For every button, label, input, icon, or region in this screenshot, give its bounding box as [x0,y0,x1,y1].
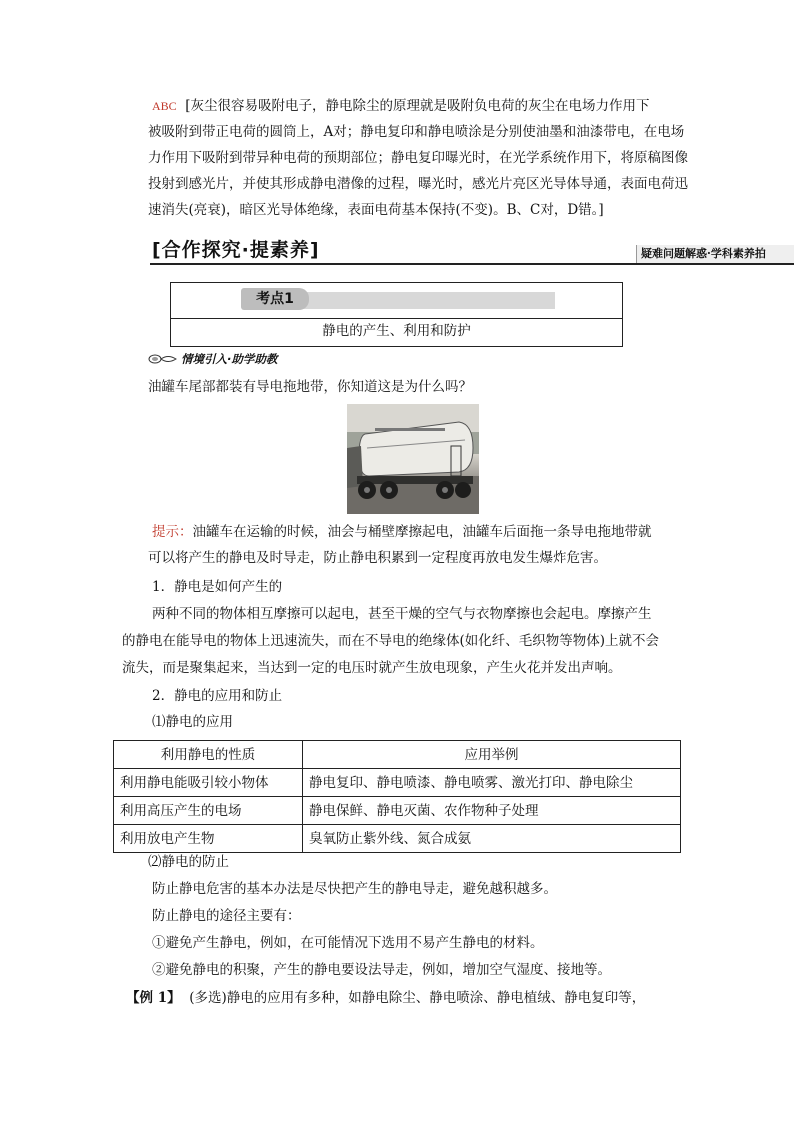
table-cell: 利用高压产生的电场 [114,797,303,825]
table-row [114,797,681,825]
example-label: 【例 1】 [126,990,181,1006]
example-line [126,988,645,1008]
s2-sub1: ⑴静电的应用 [152,714,233,730]
prevent-line-4: ②避免静电的积聚，产生的静电要设法导走，例如，增加空气湿度、接地等。 [152,962,611,978]
answer-line-2: 被吸附到带正电荷的圆筒上，A对；静电复印和静电喷涂是分别使油墨和油漆带电，在电场 [148,124,685,140]
example-text: (多选)静电的应用有多种，如静电除尘、静电喷涂、静电植绒、静电复印等， [189,990,646,1006]
table-cell: 臭氧防止紫外线、氮合成氨 [303,825,681,853]
table-row [114,769,681,797]
question-text: 油罐车尾部都装有导电拖地带，你知道这是为什么吗？ [148,379,472,395]
s1-line-2: 的静电在能导电的物体上迅速流失，而在不导电的绝缘体(如化纤、毛织物等物体)上就不会 [122,633,660,649]
hint-line-2: 可以将产生的静电及时导走，防止静电积累到一定程度再放电发生爆炸危害。 [148,550,607,566]
tanker-truck-photo [347,404,479,514]
table-row [114,825,681,853]
s1-heading: 1．静电是如何产生的 [152,579,283,595]
table-cell: 利用静电能吸引较小物体 [114,769,303,797]
static-application-table [113,740,681,853]
flower-icon [148,352,178,366]
hint-line-1: 提示：油罐车在运输的时候，油会与桶壁摩擦起电，油罐车后面拖一条导电拖地带就 [152,524,652,540]
situation-heading: 情境引入·助学助教 [148,351,277,367]
table-cell: 利用放电产生物 [114,825,303,853]
s1-line-3: 流失，而是聚集起来，当达到一定的电压时就产生放电现象，产生火花并发出声响。 [122,660,622,676]
prevent-line-2: 防止静电的途径主要有： [152,908,301,924]
answer-line-1: ABC [灰尘很容易吸附电子，静电除尘的原理就是吸附负电荷的灰尘在电场力作用下 [152,98,650,114]
table-header-examples: 应用举例 [303,741,681,769]
table-header-row [114,741,681,769]
prevent-line-3: ①避免产生静电，例如，在可能情况下选用不易产生静电的材料。 [152,935,544,951]
topic-box [170,282,623,347]
answer-line-5: 速消失(亮衰)，暗区光导体绝缘，表面电荷基本保持(不变)。B、C对，D错。] [148,202,604,218]
tanker-truck-illustration [347,404,479,514]
section-tag: 疑难问题解惑·学科素养拍 [636,245,794,263]
table-header-property: 利用静电的性质 [114,741,303,769]
s2-heading: 2．静电的应用和防止 [152,688,283,704]
table-cell: 静电复印、静电喷漆、静电喷雾、激光打印、静电除尘 [303,769,681,797]
answer-line-4: 投射到感光片，并使其形成静电潜像的过程，曝光时，感光片亮区光导体导通，表面电荷迅 [148,176,688,192]
topic-divider [171,318,622,319]
topic-subtitle: 静电的产生、利用和防护 [322,323,471,339]
answer-line-3: 力作用下吸附到带异种电荷的预期部位；静电复印曝光时，在光学系统作用下，将原稿图像 [148,150,688,166]
table-cell: 静电保鲜、静电灭菌、农作物种子处理 [303,797,681,825]
s2-sub2: ⑵静电的防止 [148,854,229,870]
prevent-line-1: 防止静电危害的基本办法是尽快把产生的静电导走，避免越积越多。 [152,881,557,897]
s1-line-1: 两种不同的物体相互摩擦可以起电，甚至干燥的空气与衣物摩擦也会起电。摩擦产生 [152,606,652,622]
topic-label: 考点1 [241,288,309,310]
section-divider [150,263,794,265]
hint-label: 提示： [152,524,193,540]
answer-tag: ABC [152,99,177,113]
section-title: [合作探究·提素养] [152,239,320,261]
